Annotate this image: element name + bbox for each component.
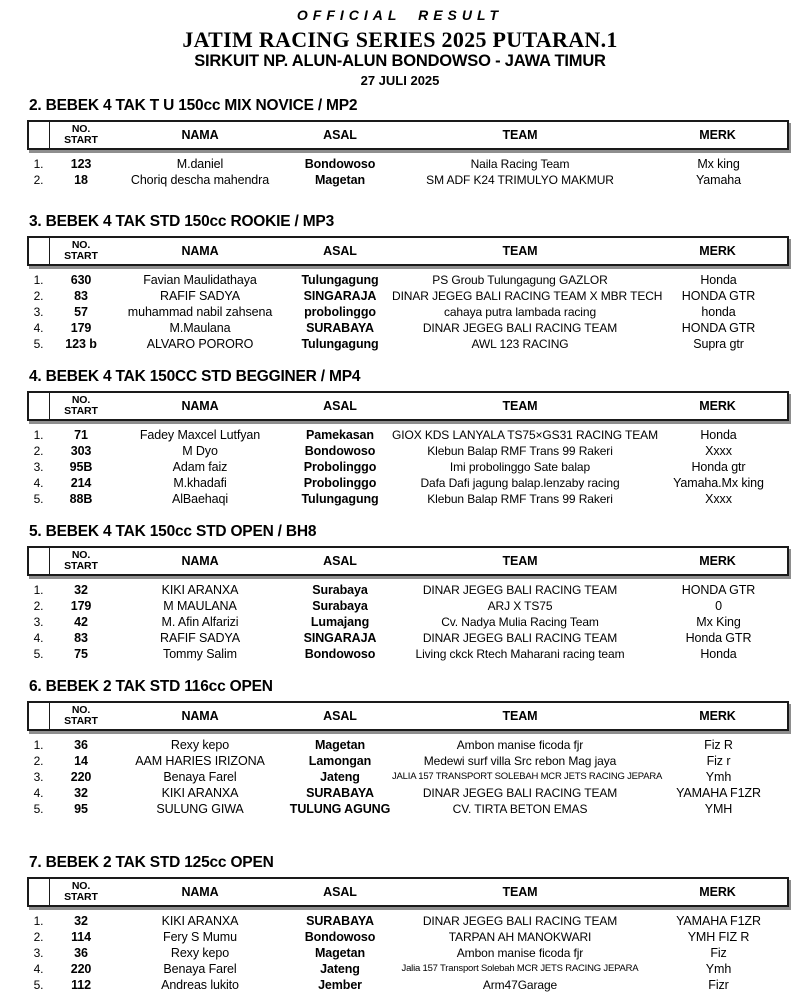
- table-row: [27, 785, 789, 801]
- origin-cell: Magetan: [314, 738, 365, 752]
- team-cell: GIOX KDS LANYALA TS75×GS31 RACING TEAM: [392, 428, 658, 442]
- start-number-cell: 303: [70, 444, 92, 458]
- team-cell: Klebun Balap RMF Trans 99 Rakeri: [427, 444, 613, 458]
- position-cell: 1.: [33, 738, 44, 752]
- col-header-pos-spacer: [29, 879, 50, 905]
- no-start-label-line2: START: [64, 891, 98, 903]
- team-cell: DINAR JEGEG BALI RACING TEAM: [422, 786, 618, 800]
- origin-cell: Bondowoso: [304, 930, 376, 944]
- col-header-nama: NAMA: [181, 709, 219, 723]
- start-number-cell: 18: [74, 173, 88, 187]
- origin-cell: probolinggo: [304, 305, 376, 319]
- race-class-title: 4. BEBEK 4 TAK 150CC STD BEGGINER / MP4: [29, 368, 361, 385]
- col-header-asal: ASAL: [323, 128, 357, 142]
- start-number-cell: 114: [71, 930, 91, 944]
- col-header-asal: ASAL: [323, 399, 357, 413]
- no-start-label-line2: START: [64, 560, 98, 572]
- race-class-title: 2. BEBEK 4 TAK T U 150cc MIX NOVICE / MP2: [29, 97, 358, 114]
- start-number-cell: 36: [74, 946, 88, 960]
- no-start-label-line1: NO.: [71, 123, 91, 135]
- table-body: [27, 737, 789, 817]
- rider-name-cell: Benaya Farel: [163, 962, 237, 976]
- no-start-label-line1: NO.: [71, 704, 91, 716]
- col-header-pos-spacer: [29, 703, 50, 729]
- race-class-section: [27, 853, 789, 993]
- table-row: [27, 737, 789, 753]
- table-header-row: [27, 391, 789, 421]
- origin-cell: Bondowoso: [304, 444, 376, 458]
- brand-cell: Fiz: [710, 946, 727, 960]
- race-class-title: 6. BEBEK 2 TAK STD 116cc OPEN: [29, 678, 273, 695]
- position-cell: 2.: [33, 930, 44, 944]
- no-start-label-line1: NO.: [71, 394, 91, 406]
- no-start-label-line2: START: [64, 405, 98, 417]
- start-number-cell: 220: [70, 770, 92, 784]
- rider-name-cell: SULUNG GIWA: [156, 802, 244, 816]
- start-number-cell: 630: [70, 273, 92, 287]
- race-class-title: 5. BEBEK 4 TAK 150cc STD OPEN / BH8: [29, 523, 317, 540]
- start-number-cell: 179: [70, 321, 92, 335]
- brand-cell: Fizr: [708, 978, 729, 992]
- position-cell: 3.: [33, 946, 44, 960]
- table-header-row: [27, 236, 789, 266]
- position-cell: 3.: [33, 615, 44, 629]
- origin-cell: Bondowoso: [304, 157, 376, 171]
- position-cell: 4.: [33, 476, 44, 490]
- table-body: [27, 913, 789, 993]
- no-start-label-line1: NO.: [71, 880, 91, 892]
- position-cell: 5.: [33, 647, 44, 661]
- origin-cell: Jateng: [320, 770, 360, 784]
- rider-name-cell: M.Maulana: [169, 321, 231, 335]
- position-cell: 4.: [33, 321, 44, 335]
- team-cell: Medewi surf villa Src rebon Mag jaya: [423, 754, 617, 768]
- col-header-nama: NAMA: [181, 399, 219, 413]
- start-number-cell: 32: [74, 583, 88, 597]
- position-cell: 2.: [33, 173, 44, 187]
- position-cell: 2.: [33, 289, 44, 303]
- rider-name-cell: Fadey Maxcel Lutfyan: [139, 428, 261, 442]
- no-start-label-line1: NO.: [71, 239, 91, 251]
- table-row: [27, 961, 789, 977]
- brand-cell: Mx King: [696, 615, 741, 629]
- rider-name-cell: Fery S Mumu: [163, 930, 237, 944]
- team-cell: AWL 123 RACING: [471, 337, 569, 351]
- rider-name-cell: RAFIF SADYA: [160, 631, 240, 645]
- team-cell: cahaya putra lambada racing: [443, 305, 597, 319]
- origin-cell: Jateng: [320, 962, 360, 976]
- team-cell: PS Groub Tulungagung GAZLOR: [432, 273, 608, 287]
- position-cell: 1.: [33, 273, 44, 287]
- rider-name-cell: Adam faiz: [172, 460, 228, 474]
- col-header-merk: MERK: [699, 128, 736, 142]
- table-row: [27, 443, 789, 459]
- col-header-merk: MERK: [699, 709, 736, 723]
- table-row: [27, 475, 789, 491]
- start-number-cell: 36: [74, 738, 88, 752]
- table-row: [27, 288, 789, 304]
- position-cell: 1.: [33, 428, 44, 442]
- team-cell: Jalia 157 Transport Solebah MCR JETS RACING JEPARA: [401, 963, 639, 974]
- col-header-no-start: [50, 703, 112, 729]
- table-header-row: [27, 877, 789, 907]
- race-class-section: [27, 677, 789, 817]
- brand-cell: HONDA GTR: [681, 289, 756, 303]
- rider-name-cell: Choriq descha mahendra: [130, 173, 270, 187]
- race-class-section: [27, 522, 789, 662]
- table-header-row: [27, 546, 789, 576]
- origin-cell: Tulungagung: [301, 273, 379, 287]
- team-cell: CV. TIRTA BETON EMAS: [452, 802, 588, 816]
- position-cell: 1.: [33, 914, 44, 928]
- col-header-no-start: [50, 393, 112, 419]
- brand-cell: YMH FIZ R: [687, 930, 750, 944]
- brand-cell: Ymh: [705, 770, 732, 784]
- table-row: [27, 598, 789, 614]
- rider-name-cell: M.khadafi: [173, 476, 227, 490]
- rider-name-cell: Rexy kepo: [170, 738, 230, 752]
- start-number-cell: 214: [70, 476, 92, 490]
- table-row: [27, 304, 789, 320]
- table-row: [27, 801, 789, 817]
- team-cell: DINAR JEGEG BALI RACING TEAM: [422, 631, 618, 645]
- rider-name-cell: RAFIF SADYA: [160, 289, 240, 303]
- brand-cell: Xxxx: [705, 492, 732, 506]
- origin-cell: Magetan: [314, 946, 365, 960]
- col-header-no-start: [50, 879, 112, 905]
- start-number-cell: 123: [70, 157, 92, 171]
- table-header-row: [27, 120, 789, 150]
- col-header-asal: ASAL: [323, 709, 357, 723]
- origin-cell: SURABAYA: [306, 321, 374, 335]
- col-header-merk: MERK: [699, 885, 736, 899]
- table-row: [27, 913, 789, 929]
- origin-cell: Surabaya: [312, 583, 368, 597]
- col-header-pos-spacer: [29, 122, 50, 148]
- table-row: [27, 491, 789, 507]
- col-header-asal: ASAL: [323, 244, 357, 258]
- team-cell: ARJ X TS75: [487, 599, 553, 613]
- team-cell: TARPAN AH MANOKWARI: [448, 930, 592, 944]
- team-cell: SM ADF K24 TRIMULYO MAKMUR: [426, 173, 614, 187]
- col-header-team: TEAM: [502, 399, 538, 413]
- origin-cell: SINGARAJA: [303, 289, 377, 303]
- table-row: [27, 336, 789, 352]
- race-class-section: [27, 212, 789, 352]
- start-number-cell: 83: [74, 631, 88, 645]
- team-cell: DINAR JEGEG BALI RACING TEAM X MBR TECH: [392, 289, 663, 303]
- rider-name-cell: Rexy kepo: [170, 946, 230, 960]
- position-cell: 3.: [33, 460, 44, 474]
- rider-name-cell: Benaya Farel: [163, 770, 237, 784]
- col-header-team: TEAM: [502, 554, 538, 568]
- start-number-cell: 95B: [69, 460, 93, 474]
- brand-cell: Mx king: [697, 157, 740, 171]
- start-number-cell: 32: [74, 786, 88, 800]
- rider-name-cell: Andreas lukito: [161, 978, 239, 992]
- table-row: [27, 320, 789, 336]
- event-date: 27 JULI 2025: [360, 73, 440, 88]
- col-header-nama: NAMA: [181, 244, 219, 258]
- col-header-asal: ASAL: [323, 554, 357, 568]
- brand-cell: Honda: [700, 273, 737, 287]
- brand-cell: Honda: [700, 428, 737, 442]
- origin-cell: Probolinggo: [303, 476, 377, 490]
- team-cell: Arm47Garage: [482, 978, 558, 992]
- no-start-label-line1: NO.: [71, 549, 91, 561]
- origin-cell: TULUNG AGUNG: [289, 802, 391, 816]
- team-cell: Ambon manise ficoda fjr: [456, 738, 584, 752]
- table-row: [27, 614, 789, 630]
- brand-cell: Fiz R: [704, 738, 733, 752]
- table-row: [27, 646, 789, 662]
- position-cell: 5.: [33, 978, 44, 992]
- team-cell: JALIA 157 TRANSPORT SOLEBAH MCR JETS RACING JEPARA: [392, 771, 663, 782]
- table-header-row: [27, 701, 789, 731]
- start-number-cell: 95: [74, 802, 88, 816]
- start-number-cell: 112: [71, 978, 91, 992]
- position-cell: 1.: [33, 583, 44, 597]
- col-header-nama: NAMA: [181, 885, 219, 899]
- col-header-team: TEAM: [502, 885, 538, 899]
- table-row: [27, 156, 789, 172]
- table-row: [27, 272, 789, 288]
- brand-cell: HONDA GTR: [681, 321, 756, 335]
- position-cell: 5.: [33, 337, 44, 351]
- brand-cell: Honda GTR: [685, 631, 752, 645]
- team-cell: Dafa Dafi jagung balap.lenzaby racing: [420, 476, 620, 490]
- rider-name-cell: muhammad nabil zahsena: [127, 305, 273, 319]
- document-header: [0, 0, 800, 89]
- col-header-team: TEAM: [502, 244, 538, 258]
- position-cell: 5.: [33, 802, 44, 816]
- rider-name-cell: AAM HARIES IRIZONA: [135, 754, 265, 768]
- origin-cell: Tulungagung: [301, 337, 379, 351]
- team-cell: Imi probolinggo Sate balap: [449, 460, 591, 474]
- col-header-merk: MERK: [699, 399, 736, 413]
- venue-line: SIRKUIT NP. ALUN-ALUN BONDOWSO - JAWA TIMUR: [194, 52, 606, 70]
- official-result-label: OFFICIAL RESULT: [296, 7, 504, 23]
- position-cell: 2.: [33, 599, 44, 613]
- origin-cell: Pamekasan: [306, 428, 374, 442]
- table-row: [27, 427, 789, 443]
- team-cell: Naila Racing Team: [470, 157, 570, 171]
- team-cell: Cv. Nadya Mulia Racing Team: [441, 615, 599, 629]
- start-number-cell: 71: [74, 428, 88, 442]
- col-header-asal: ASAL: [323, 885, 357, 899]
- team-cell: Ambon manise ficoda fjr: [456, 946, 584, 960]
- rider-name-cell: KIKI ARANXA: [161, 786, 239, 800]
- origin-cell: Tulungagung: [301, 492, 379, 506]
- origin-cell: Magetan: [314, 173, 365, 187]
- start-number-cell: 123 b: [65, 337, 97, 351]
- table-body: [27, 272, 789, 352]
- brand-cell: YAMAHA F1ZR: [676, 914, 761, 928]
- rider-name-cell: M MAULANA: [163, 599, 237, 613]
- rider-name-cell: ALVARO PORORO: [146, 337, 254, 351]
- brand-cell: YMH: [704, 802, 733, 816]
- col-header-no-start: [50, 548, 112, 574]
- position-cell: 4.: [33, 631, 44, 645]
- rider-name-cell: M Dyo: [182, 444, 218, 458]
- origin-cell: Lamongan: [308, 754, 372, 768]
- col-header-merk: MERK: [699, 554, 736, 568]
- rider-name-cell: AlBaehaqi: [171, 492, 229, 506]
- start-number-cell: 75: [74, 647, 88, 661]
- table-row: [27, 977, 789, 993]
- race-class-title: 7. BEBEK 2 TAK STD 125cc OPEN: [29, 854, 274, 871]
- brand-cell: Honda: [700, 647, 737, 661]
- event-title: JATIM RACING SERIES 2025 PUTARAN.1: [182, 27, 618, 52]
- brand-cell: honda: [701, 305, 736, 319]
- table-body: [27, 156, 789, 188]
- rider-name-cell: M.daniel: [176, 157, 224, 171]
- start-number-cell: 32: [74, 914, 88, 928]
- table-row: [27, 929, 789, 945]
- rider-name-cell: KIKI ARANXA: [161, 914, 239, 928]
- team-cell: DINAR JEGEG BALI RACING TEAM: [422, 583, 618, 597]
- team-cell: DINAR JEGEG BALI RACING TEAM: [422, 914, 618, 928]
- brand-cell: 0: [715, 599, 722, 613]
- rider-name-cell: Favian Maulidathaya: [143, 273, 257, 287]
- table-row: [27, 769, 789, 785]
- no-start-label-line2: START: [64, 134, 98, 146]
- origin-cell: Bondowoso: [304, 647, 376, 661]
- race-class-title: 3. BEBEK 4 TAK STD 150cc ROOKIE / MP3: [29, 213, 334, 230]
- col-header-no-start: [50, 238, 112, 264]
- brand-cell: YAMAHA F1ZR: [676, 786, 761, 800]
- team-cell: DINAR JEGEG BALI RACING TEAM: [422, 321, 618, 335]
- brand-cell: Xxxx: [705, 444, 732, 458]
- col-header-nama: NAMA: [181, 128, 219, 142]
- table-row: [27, 459, 789, 475]
- table-row: [27, 945, 789, 961]
- team-cell: Klebun Balap RMF Trans 99 Rakeri: [427, 492, 613, 506]
- position-cell: 4.: [33, 962, 44, 976]
- brand-cell: Ymh: [705, 962, 732, 976]
- table-body: [27, 582, 789, 662]
- rider-name-cell: M. Afin Alfarizi: [161, 615, 239, 629]
- race-class-section: [27, 96, 789, 188]
- race-class-sections: [0, 96, 789, 993]
- team-cell: Living ckck Rtech Maharani racing team: [415, 647, 625, 661]
- origin-cell: SURABAYA: [306, 786, 374, 800]
- table-body: [27, 427, 789, 507]
- table-row: [27, 753, 789, 769]
- no-start-label-line2: START: [64, 715, 98, 727]
- position-cell: 4.: [33, 786, 44, 800]
- no-start-label-line2: START: [64, 250, 98, 262]
- col-header-pos-spacer: [29, 238, 50, 264]
- position-cell: 3.: [33, 305, 44, 319]
- table-row: [27, 630, 789, 646]
- origin-cell: SURABAYA: [306, 914, 374, 928]
- start-number-cell: 57: [74, 305, 88, 319]
- position-cell: 3.: [33, 770, 44, 784]
- col-header-merk: MERK: [699, 244, 736, 258]
- table-row: [27, 582, 789, 598]
- start-number-cell: 220: [70, 962, 92, 976]
- origin-cell: Probolinggo: [303, 460, 377, 474]
- start-number-cell: 14: [74, 754, 88, 768]
- start-number-cell: 83: [74, 289, 88, 303]
- start-number-cell: 42: [74, 615, 88, 629]
- brand-cell: Honda gtr: [691, 460, 746, 474]
- rider-name-cell: KIKI ARANXA: [161, 583, 239, 597]
- col-header-pos-spacer: [29, 548, 50, 574]
- brand-cell: HONDA GTR: [681, 583, 756, 597]
- position-cell: 2.: [33, 444, 44, 458]
- col-header-nama: NAMA: [181, 554, 219, 568]
- start-number-cell: 88B: [69, 492, 93, 506]
- col-header-pos-spacer: [29, 393, 50, 419]
- brand-cell: Supra gtr: [693, 337, 744, 351]
- rider-name-cell: Tommy Salim: [163, 647, 237, 661]
- origin-cell: SINGARAJA: [303, 631, 377, 645]
- col-header-no-start: [50, 122, 112, 148]
- table-row: [27, 172, 789, 188]
- position-cell: 2.: [33, 754, 44, 768]
- brand-cell: Yamaha.Mx king: [673, 476, 764, 490]
- origin-cell: Jember: [318, 978, 362, 992]
- brand-cell: Fiz r: [706, 754, 731, 768]
- origin-cell: Lumajang: [310, 615, 370, 629]
- col-header-team: TEAM: [502, 128, 538, 142]
- start-number-cell: 179: [70, 599, 92, 613]
- position-cell: 1.: [33, 157, 44, 171]
- position-cell: 5.: [33, 492, 44, 506]
- race-class-section: [27, 367, 789, 507]
- brand-cell: Yamaha: [695, 173, 742, 187]
- col-header-team: TEAM: [502, 709, 538, 723]
- origin-cell: Surabaya: [312, 599, 368, 613]
